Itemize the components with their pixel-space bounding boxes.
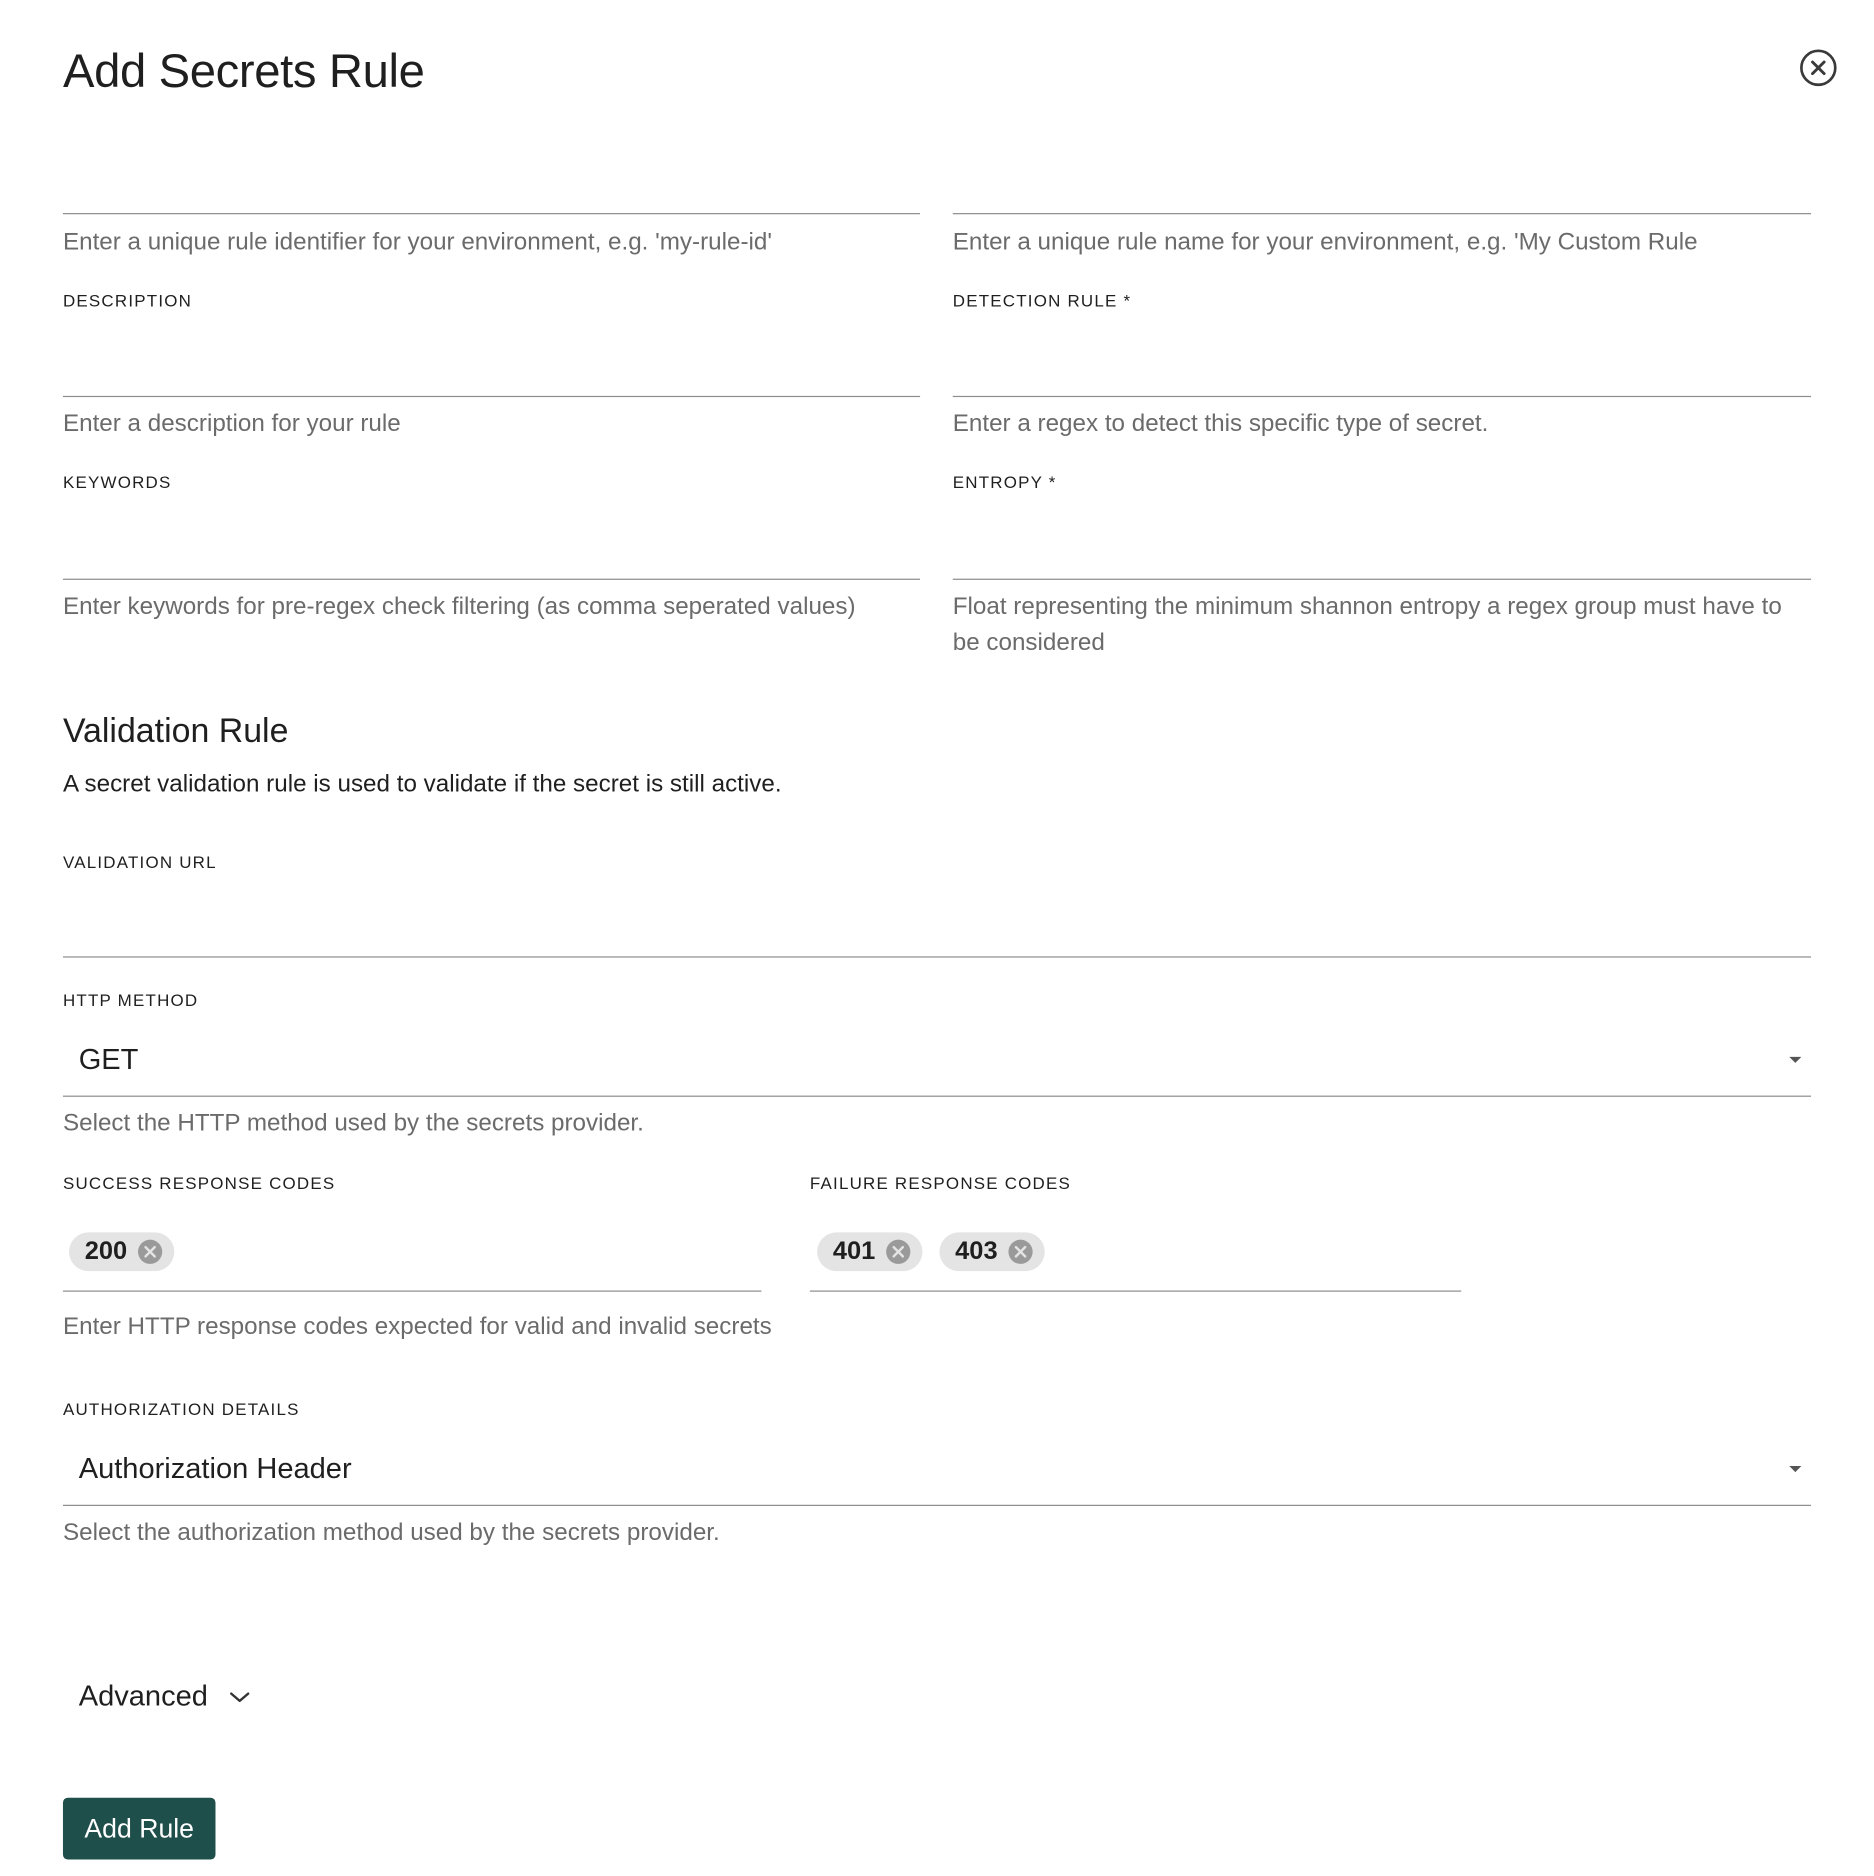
failure-code-chip-label: 401 xyxy=(832,1237,876,1266)
description-input[interactable] xyxy=(63,349,920,393)
detection-rule-underline xyxy=(953,396,1811,397)
keywords-label: KEYWORDS xyxy=(62,472,172,492)
failure-codes-label: FAILURE RESPONSE CODES xyxy=(809,1173,1072,1193)
failure-codes-field xyxy=(810,1173,1461,1294)
http-method-field xyxy=(63,990,1811,1141)
entropy-help: Float representing the minimum shannon entropy a regex group must have to be considered xyxy=(952,593,1782,657)
authorization-value: Authorization Header xyxy=(78,1452,352,1486)
keywords-underline xyxy=(63,579,920,580)
entropy-underline xyxy=(953,579,1811,580)
rule-name-help: Enter a unique rule name for your environment, e.g. 'My Custom Rule xyxy=(952,228,1698,256)
keywords-help: Enter keywords for pre-regex check filtering (as comma seperated values) xyxy=(62,593,856,620)
validation-url-input[interactable] xyxy=(63,910,1811,954)
detection-rule-help: Enter a regex to detect this specific type of secret. xyxy=(952,410,1489,438)
rule-name-underline xyxy=(953,213,1811,214)
response-codes-help: Enter HTTP response codes expected for valid and invalid secrets xyxy=(62,1313,772,1341)
http-method-label: HTTP METHOD xyxy=(62,990,199,1010)
rule-name-input[interactable] xyxy=(953,167,1811,211)
description-label: DESCRIPTION xyxy=(62,290,193,310)
keywords-field xyxy=(63,472,920,666)
success-codes-label: SUCCESS RESPONSE CODES xyxy=(62,1173,336,1193)
validation-url-underline xyxy=(63,956,1811,957)
validation-url-field xyxy=(63,852,1811,961)
validation-section-description: A secret validation rule is used to validate if the secret is still active. xyxy=(62,771,782,798)
chip-remove-icon[interactable] xyxy=(885,1238,912,1265)
chip-remove-icon[interactable] xyxy=(137,1238,164,1265)
close-circle-icon xyxy=(1799,48,1838,87)
validation-section-title: Validation Rule xyxy=(62,711,289,750)
rule-id-underline xyxy=(63,213,920,214)
success-codes-underline xyxy=(63,1290,762,1291)
advanced-toggle[interactable] xyxy=(79,1680,252,1714)
success-code-chip[interactable] xyxy=(69,1232,174,1271)
add-rule-button[interactable]: Add Rule xyxy=(63,1798,216,1860)
dropdown-caret-icon xyxy=(1787,1053,1804,1065)
description-underline xyxy=(63,396,920,397)
validation-url-label: VALIDATION URL xyxy=(62,852,217,872)
authorization-help: Select the authorization method used by the secrets provider. xyxy=(62,1519,720,1546)
success-codes-field xyxy=(63,1173,762,1294)
http-method-help: Select the HTTP method used by the secrets provider. xyxy=(62,1110,644,1137)
entropy-input[interactable] xyxy=(953,531,1811,575)
close-button[interactable] xyxy=(1799,48,1838,87)
http-method-value: GET xyxy=(78,1043,139,1077)
detection-rule-field xyxy=(953,291,1811,448)
keywords-input[interactable] xyxy=(63,531,920,575)
success-code-chip-label: 200 xyxy=(84,1237,128,1266)
dropdown-caret-icon xyxy=(1787,1462,1804,1474)
detection-rule-label: DETECTION RULE * xyxy=(952,290,1132,310)
chevron-down-icon xyxy=(227,1690,251,1705)
http-method-underline xyxy=(63,1096,1811,1097)
rule-id-help: Enter a unique rule identifier for your environment, e.g. 'my-rule-id' xyxy=(62,228,773,256)
http-method-select[interactable] xyxy=(63,1027,1811,1097)
dialog-title: Add Secrets Rule xyxy=(62,46,425,99)
entropy-label: ENTROPY * xyxy=(952,472,1057,492)
failure-code-chip[interactable] xyxy=(817,1232,922,1271)
authorization-field xyxy=(63,1399,1811,1550)
rule-id-field xyxy=(63,145,920,266)
authorization-select[interactable] xyxy=(63,1436,1811,1506)
authorization-underline xyxy=(63,1505,1811,1506)
entropy-field xyxy=(953,472,1811,666)
rule-id-input[interactable] xyxy=(63,167,920,211)
chip-remove-icon[interactable] xyxy=(1007,1238,1034,1265)
failure-codes-underline xyxy=(810,1290,1461,1291)
description-help: Enter a description for your rule xyxy=(62,410,401,438)
detection-rule-input[interactable] xyxy=(953,349,1811,393)
failure-code-chip[interactable] xyxy=(939,1232,1044,1271)
authorization-label: AUTHORIZATION DETAILS xyxy=(62,1399,300,1419)
failure-code-chip-label: 403 xyxy=(955,1237,998,1266)
advanced-label: Advanced xyxy=(78,1680,208,1713)
rule-name-field xyxy=(953,145,1811,266)
description-field xyxy=(63,291,920,448)
